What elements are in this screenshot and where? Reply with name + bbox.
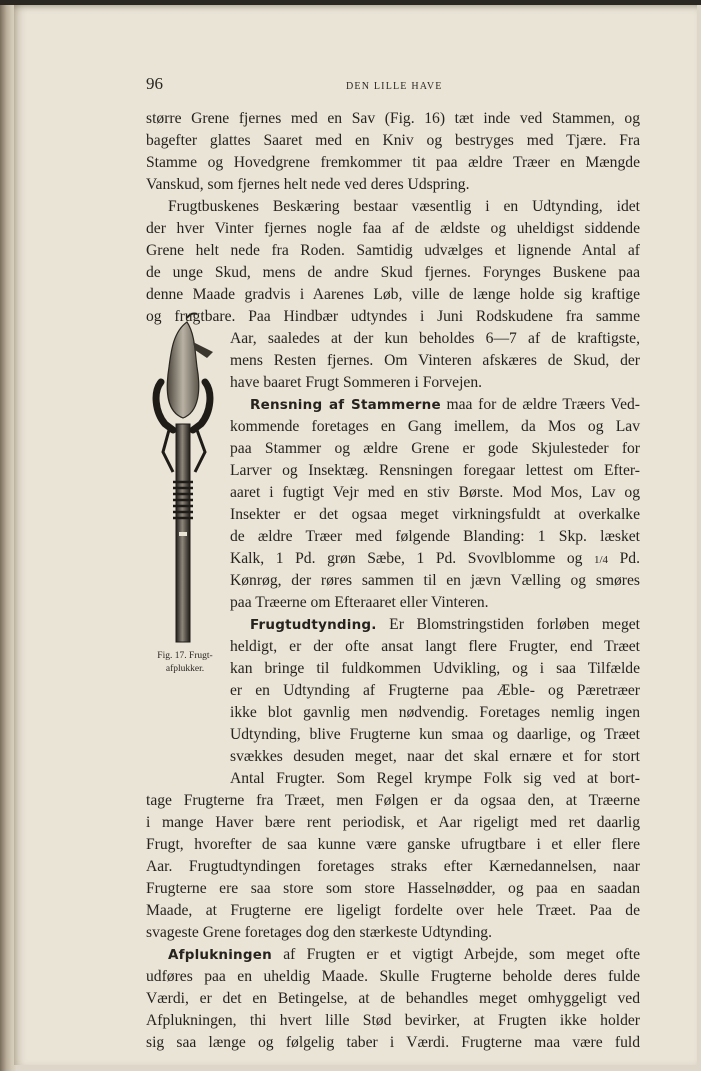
- text-line: større Grene fjernes med en Sav (Fig. 16) tæt inde ved Stammen, og: [146, 110, 640, 127]
- picker-spring: [173, 482, 193, 518]
- section-heading-rensning: Rensning af Stammerne: [250, 397, 441, 413]
- text-line: heldigt, er der ofte ansat langt flere Frugter, end Træet: [230, 638, 640, 655]
- text-line: udføres paa en uheldig Maade. Skulle Frugterne beholde deres fulde: [146, 968, 640, 985]
- pole-joint: [179, 532, 187, 536]
- text-line: Frugtudtynding. Er Blomstringstiden forløben meget: [250, 616, 640, 633]
- text-line: Insekter er det ogsaa meget virkningsfuldt at overkalke: [230, 506, 640, 523]
- text-line: og frugtbare. Paa Hindbær udtyndes i Juni Rodskudene fra samme: [146, 308, 640, 325]
- text-line: svækkes desuden meget, naar det skal ernære et for stort: [230, 748, 640, 765]
- text-line: have baaret Frugt Sommeren i Forvejen.: [230, 374, 483, 391]
- section-heading-frugtudtynding: Frugtudtynding.: [250, 617, 377, 633]
- text-line: Maade, at Frugterne ere ligeligt fordelte over hele Træet. Paa de: [146, 902, 640, 919]
- text-line: Grene helt nede fra Roden. Samtidig udvælges et lignende Antal af: [146, 242, 640, 259]
- text-line: aaret i fugtigt Vejr med en stiv Børste. Mod Mos, Lav og: [230, 484, 640, 501]
- text-line: bagefter glattes Saaret med en Kniv og bestryges med Tjære. Fra: [146, 132, 640, 149]
- fruit-picker-illustration: [143, 312, 221, 644]
- text-line: kommende foretages en Gang imellem, da Mos og Lav: [230, 418, 640, 435]
- text-line: Afplukningen, thi hvert lille Stød bevirker, at Frugten ikke holder: [146, 1012, 640, 1029]
- section-heading-afplukningen: Afplukningen: [168, 947, 272, 963]
- text-line: Larver og Insektæg. Rensningen foregaar lettest om Efter-: [230, 462, 640, 479]
- text-line: Kalk, 1 Pd. grøn Sæbe, 1 Pd. Svovlblomme og 1/4 Pd.: [230, 550, 640, 567]
- text-line: Udtynding, blive Frugterne kun smaa og daarlige, og Træet: [230, 726, 640, 743]
- text-line: Frugt, hvorefter de saa kunne være ganske ufrugtbare i et eller flere: [146, 836, 640, 853]
- text-line: Værdi, er det en Betingelse, at de behandles meget omhyggeligt ved: [146, 990, 640, 1007]
- text-line: sig saa længe og følgelig taber i Værdi. Frugterne maa være fuld: [146, 1034, 640, 1051]
- text-line: Vanskud, som fjernes helt nede ved deres Udspring.: [146, 176, 470, 193]
- caption-line: afplukker.: [165, 664, 205, 674]
- text-line: der hver Vinter fjernes nogle faa af de ældste og uheldigst siddende: [146, 220, 640, 237]
- running-head: DEN LILLE HAVE: [346, 81, 443, 92]
- text-line: i mange Haver bære rent periodisk, et Aar rigeligt med ret daarlig: [146, 814, 640, 831]
- text-line: paa Stammer og ældre Grene er gode Skjulesteder for: [230, 440, 640, 457]
- text-line: Aar. Frugtudtyndingen foretages straks efter Kærnedannelsen, naar: [146, 858, 640, 875]
- text-line: tage Frugterne fra Træet, men Følgen er da ogsaa den, at Træerne: [146, 792, 640, 809]
- text-line: Frugtbuskenes Beskæring bestaar væsentlig i en Udtynding, idet: [168, 198, 640, 215]
- text-line: ikke blot gavnlig men nødvendig. Foretages nemlig ingen: [230, 704, 640, 721]
- fraction: 1/4: [594, 554, 609, 566]
- text-line: de ældre Træer med følgende Blanding: 1 Skp. læsket: [230, 528, 640, 545]
- text-line: kan bringe til fuldkommen Udvikling, og i saa Tilfælde: [230, 660, 640, 677]
- text-line: svageste Grene foretages dog den stærkeste Udtynding.: [146, 924, 493, 941]
- figure-caption: [146, 650, 224, 676]
- text-line: Afplukningen af Frugten er et vigtigt Arbejde, som meget ofte: [168, 946, 640, 963]
- text-line: mens Resten fjernes. Om Vinteren afskæres de Skud, der: [230, 352, 640, 369]
- text-line: Kønrøg, der røres sammen til en jævn Vælling og smøres: [230, 572, 640, 589]
- page-number: 96: [146, 74, 163, 93]
- text-line: Rensning af Stammerne maa for de ældre Træers Ved-: [250, 396, 641, 413]
- text-line: Aar, saaledes at der kun beholdes 6—7 af de kraftigste,: [230, 330, 640, 347]
- text-line: Stamme og Hovedgrene fremkommer tit paa ældre Træer en Mængde: [146, 154, 640, 171]
- pear-stem: [187, 314, 197, 319]
- text-line: er en Udtynding af Frugterne paa Æble- og Pæretræer: [230, 682, 640, 699]
- pear: [167, 322, 199, 418]
- text-line: de unge Skud, mens de andre Skud fjernes. Forynges Buskene paa: [146, 264, 640, 281]
- text-line: paa Træerne om Efteraaret eller Vinteren.: [230, 594, 489, 611]
- caption-line: Fig. 17. Frugt-: [157, 651, 213, 661]
- text-line: Frugterne ere saa store som store Hasselnødder, og paa en saadan: [146, 880, 640, 897]
- text-line: denne Maade gradvis i Aarenes Løb, ville de længe holde sig kraftige: [146, 286, 640, 303]
- text-line: Antal Frugter. Som Regel krympe Folk sig ved at bort-: [230, 770, 640, 787]
